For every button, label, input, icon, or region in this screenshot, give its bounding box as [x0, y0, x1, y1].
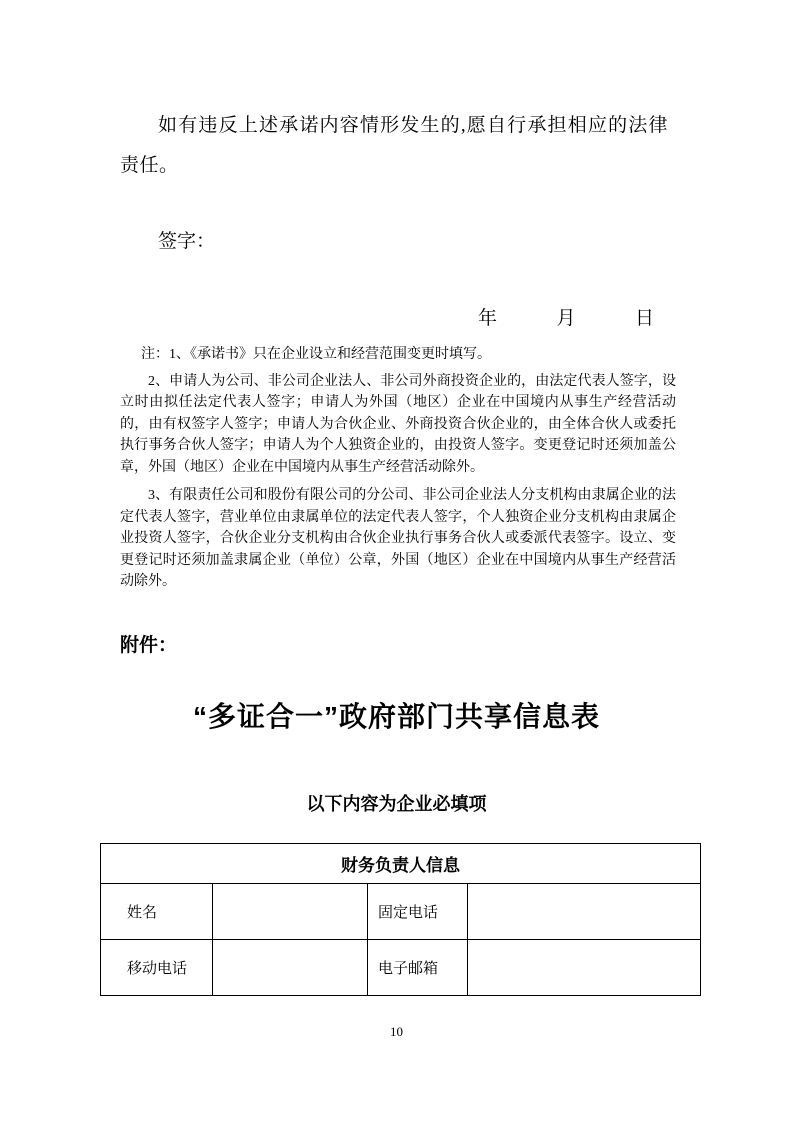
attachment-title: “多证合一”政府部门共享信息表	[192, 701, 600, 732]
note-item-3: 3、有限责任公司和股份有限公司的分公司、非公司企业法人分支机构由隶属企业的法定代表人签字，营业单位由隶属单位的法定代表人签字，个人独资企业分支机构由隶属企业投资人签字，合伙企业分支机构由合伙企业执行事务合伙人或委派代表签字。设立、变更登记时还须加盖隶属企业（单位）公章，外国（地区）企业在中国境内从事生产经营活动除外。	[120, 488, 676, 589]
date-line	[478, 303, 654, 330]
table-header: 财务负责人信息	[101, 844, 701, 884]
date-year-label: 年	[478, 308, 498, 329]
date-month-label: 月	[556, 308, 576, 329]
table-row	[101, 940, 701, 996]
field-label-name: 姓名	[101, 884, 213, 940]
field-label-fixed-phone: 固定电话	[368, 884, 468, 940]
note-item-2: 2、申请人为公司、非公司企业法人、非公司外商投资企业的，由法定代表人签字，设立时由拟任法定代表人签字；申请人为外国（地区）企业在中国境内从事生产经营活动的，由有权签字人签字；申请人为合伙企业、外商投资合伙企业的，由全体合伙人或委托执行事务合伙人签字；申请人为个人独资企业的，由投资人签字。变更登记时还须加盖公章，外国（地区）企业在中国境内从事生产经营活动除外。	[120, 373, 676, 475]
field-value-mobile-phone	[213, 940, 368, 996]
finance-contact-table	[100, 843, 701, 996]
field-value-email	[468, 940, 701, 996]
attachment-label: 附件：	[120, 635, 178, 656]
field-value-fixed-phone	[468, 884, 701, 940]
page-number: 10	[390, 1024, 403, 1039]
field-label-email: 电子邮箱	[368, 940, 468, 996]
commitment-paragraph: 如有违反上述承诺内容情形发生的,愿自行承担相应的法律责任。	[120, 115, 668, 176]
field-value-name	[213, 884, 368, 940]
field-label-mobile-phone: 移动电话	[101, 940, 213, 996]
table-header-row	[101, 844, 701, 884]
date-day-label: 日	[634, 308, 654, 329]
notes-section	[120, 344, 676, 600]
required-fields-note: 以下内容为企业必填项	[306, 794, 487, 814]
note-item-1: 注：1、《承诺书》只在企业设立和经营范围变更时填写。	[141, 347, 491, 362]
table-row	[101, 884, 701, 940]
signature-label: 签字：	[158, 231, 216, 252]
